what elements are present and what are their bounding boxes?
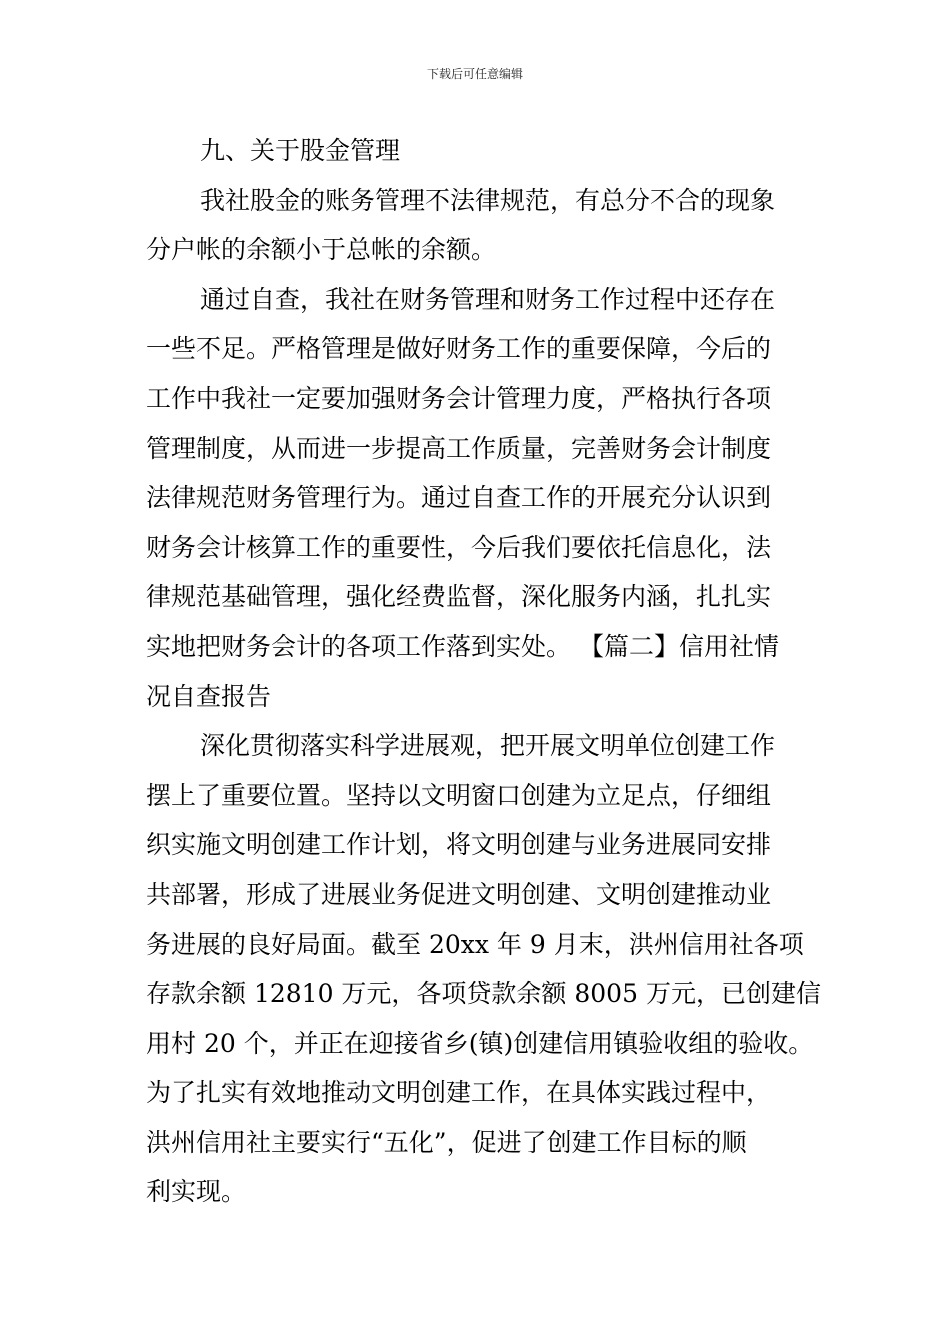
paragraph-line: 况自查报告 bbox=[146, 681, 272, 711]
paragraph-line: 管理制度，从而进一步提高工作质量，完善财务会计制度 bbox=[146, 433, 772, 463]
paragraph-line: 共部署，形成了进展业务促进文明创建、文明创建推动业 bbox=[146, 879, 772, 909]
section-heading: 九、关于股金管理 bbox=[200, 136, 401, 165]
paragraph-line: 摆上了重要位置。坚持以文明窗口创建为立足点，仔细组 bbox=[146, 780, 772, 810]
paragraph-line: 存款余额 12810 万元，各项贷款余额 8005 万元，已创建信 bbox=[146, 979, 821, 1009]
paragraph-line: 工作中我社一定要加强财务会计管理力度，严格执行各项 bbox=[146, 383, 772, 413]
document-body bbox=[146, 126, 826, 1217]
paragraph-line: 深化贯彻落实科学进展观，把开展文明单位创建工作 bbox=[200, 731, 776, 761]
paragraph-line: 法律规范财务管理行为。通过自查工作的开展充分认识到 bbox=[146, 483, 772, 513]
paragraph-line: 通过自查，我社在财务管理和财务工作过程中还存在 bbox=[200, 284, 776, 314]
paragraph-line: 分户帐的余额小于总帐的余额。 bbox=[146, 235, 497, 265]
paragraph-line: 务进展的良好局面。截至 20xx 年 9 月末，洪州信用社各项 bbox=[146, 929, 804, 959]
paragraph-line: 用村 20 个，并正在迎接省乡(镇)创建信用镇验收组的验收。 bbox=[146, 1028, 814, 1058]
page-header: 下载后可任意编辑 bbox=[426, 67, 523, 81]
paragraph-line: 利实现。 bbox=[146, 1177, 247, 1207]
paragraph-line: 律规范基础管理，强化经费监督，深化服务内涵，扎扎实 bbox=[146, 582, 772, 612]
paragraph-line: 我社股金的账务管理不法律规范，有总分不合的现象 bbox=[200, 185, 776, 215]
paragraph-line: 实地把财务会计的各项工作落到实处。 【篇二】信用社情 bbox=[146, 631, 779, 661]
paragraph-line: 财务会计核算工作的重要性，今后我们要依托信息化，法 bbox=[146, 532, 772, 562]
paragraph-line: 织实施文明创建工作计划，将文明创建与业务进展同安排 bbox=[146, 830, 772, 860]
paragraph-line: 洪州信用社主要实行“五化”，促进了创建工作目标的顺 bbox=[146, 1127, 747, 1157]
paragraph-line: 一些不足。严格管理是做好财务工作的重要保障，今后的 bbox=[146, 334, 772, 364]
paragraph-line: 为了扎实有效地推动文明创建工作，在具体实践过程中， bbox=[146, 1078, 772, 1108]
